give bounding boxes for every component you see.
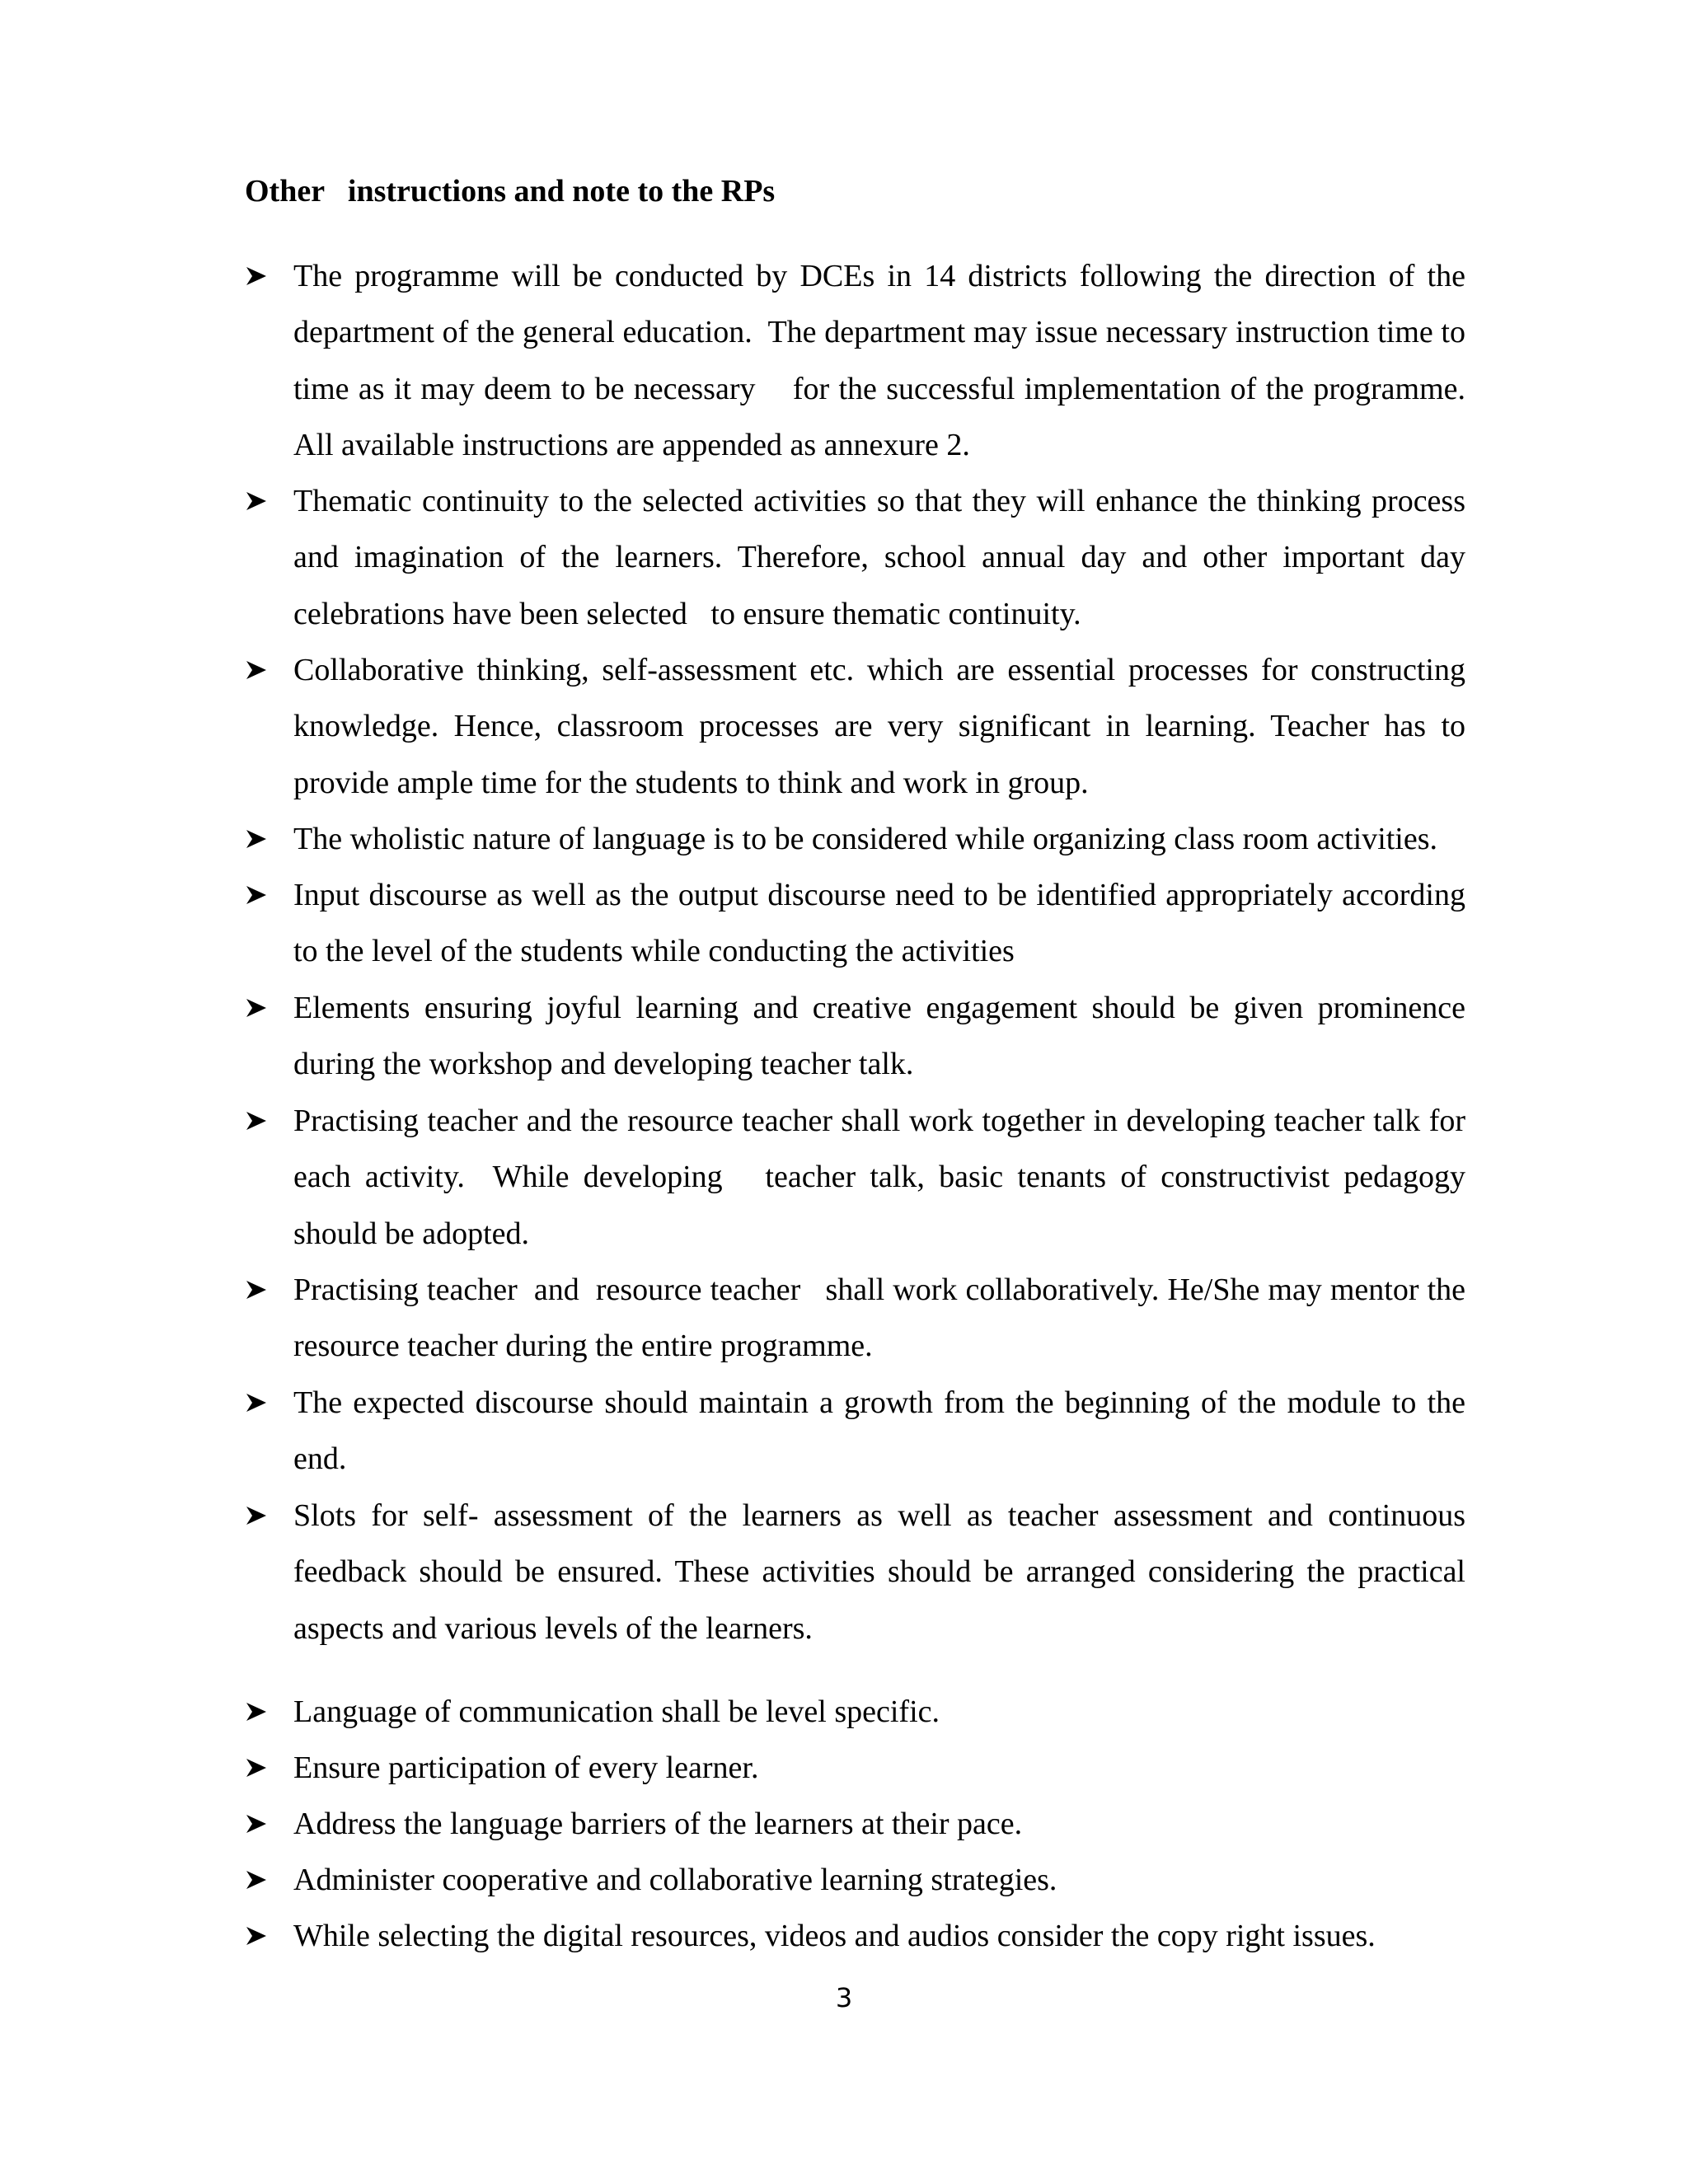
arrowhead-bullet-icon (246, 1093, 279, 1149)
arrowhead-bullet-icon (246, 642, 279, 698)
arrowhead-bullet-icon (246, 1684, 279, 1740)
list-item-text: Input discourse as well as the output discourse need to be identified appropriately according to the level of the students while conducting the activities (293, 878, 1474, 969)
arrowhead-bullet-icon (246, 248, 279, 304)
arrowhead-bullet-icon (246, 811, 279, 867)
list-item-text: Administer cooperative and collaborative learning strategies. (293, 1863, 1057, 1897)
list-item (246, 1684, 1465, 1740)
list-item-text: While selecting the digital resources, videos and audios consider the copy right issues. (293, 1919, 1376, 1953)
section-heading: Other instructions and note to the RPs (245, 174, 776, 209)
list-item (246, 1093, 1474, 1262)
list-item (246, 1375, 1474, 1488)
list-item-text: The programme will be conducted by DCEs in 14 districts following the direction of the department of the general education. The department may issue necessary instruction time to time as it may deem to be necessary for the successful implementation of the programme. All available instructions are appended as annexure 2. (293, 259, 1489, 463)
page-number: 3 (835, 1982, 853, 2013)
list-item-text: Address the language barriers of the learners at their pace. (293, 1807, 1023, 1841)
list-item (246, 248, 1489, 474)
arrowhead-bullet-icon (246, 1488, 279, 1544)
list-item-text: Ensure participation of every learner. (293, 1750, 759, 1785)
list-item-text: Practising teacher and the resource teacher shall work together in developing teacher talk for each activity. While developing teacher talk, basic tenants of constructivist pedagogy should be adopted. (293, 1104, 1474, 1251)
list-item-text: Thematic continuity to the selected activities so that they will enhance the thinking process and imagination of the learners. Therefore, school annual day and other important day celebrations have been selected to ensure thematic continuity. (293, 484, 1474, 631)
list-item (246, 811, 1465, 867)
list-item-text: The wholistic nature of language is to be considered while organizing class room activities. (293, 822, 1438, 856)
list-item (246, 473, 1474, 642)
list-item-text: Language of communication shall be level specific. (293, 1694, 940, 1729)
arrowhead-bullet-icon (246, 867, 279, 923)
list-item-text: Collaborative thinking, self-assessment etc. which are essential processes for constructing knowledge. Hence, classroom processes are very significant in learning. Teacher has to provide ample time for the students to think and work in group. (293, 653, 1474, 800)
list-item (246, 1262, 1474, 1375)
arrowhead-bullet-icon (246, 1852, 279, 1908)
list-item (246, 980, 1474, 1093)
list-item (246, 642, 1474, 811)
arrowhead-bullet-icon (246, 980, 279, 1036)
arrowhead-bullet-icon (246, 1375, 279, 1431)
arrowhead-bullet-icon (246, 473, 279, 529)
list-item (246, 1908, 1465, 1964)
list-item (246, 867, 1474, 980)
list-item (246, 1740, 1465, 1796)
list-item (246, 1488, 1474, 1657)
arrowhead-bullet-icon (246, 1908, 279, 1964)
arrowhead-bullet-icon (246, 1796, 279, 1852)
list-item (246, 1796, 1465, 1852)
list-item-text: Practising teacher and resource teacher shall work collaboratively. He/She may mentor the resource teacher during the entire programme. (293, 1272, 1474, 1364)
list-item-text: The expected discourse should maintain a growth from the beginning of the module to the end. (293, 1385, 1474, 1477)
list-item-text: Slots for self- assessment of the learners as well as teacher assessment and continuous feedback should be ensured. These activities should be arranged considering the practical aspects and various levels of the learners. (293, 1498, 1474, 1646)
arrowhead-bullet-icon (246, 1740, 279, 1796)
arrowhead-bullet-icon (246, 1262, 279, 1318)
list-item-text: Elements ensuring joyful learning and creative engagement should be given prominence during the workshop and developing teacher talk. (293, 991, 1474, 1082)
list-item (246, 1852, 1465, 1908)
